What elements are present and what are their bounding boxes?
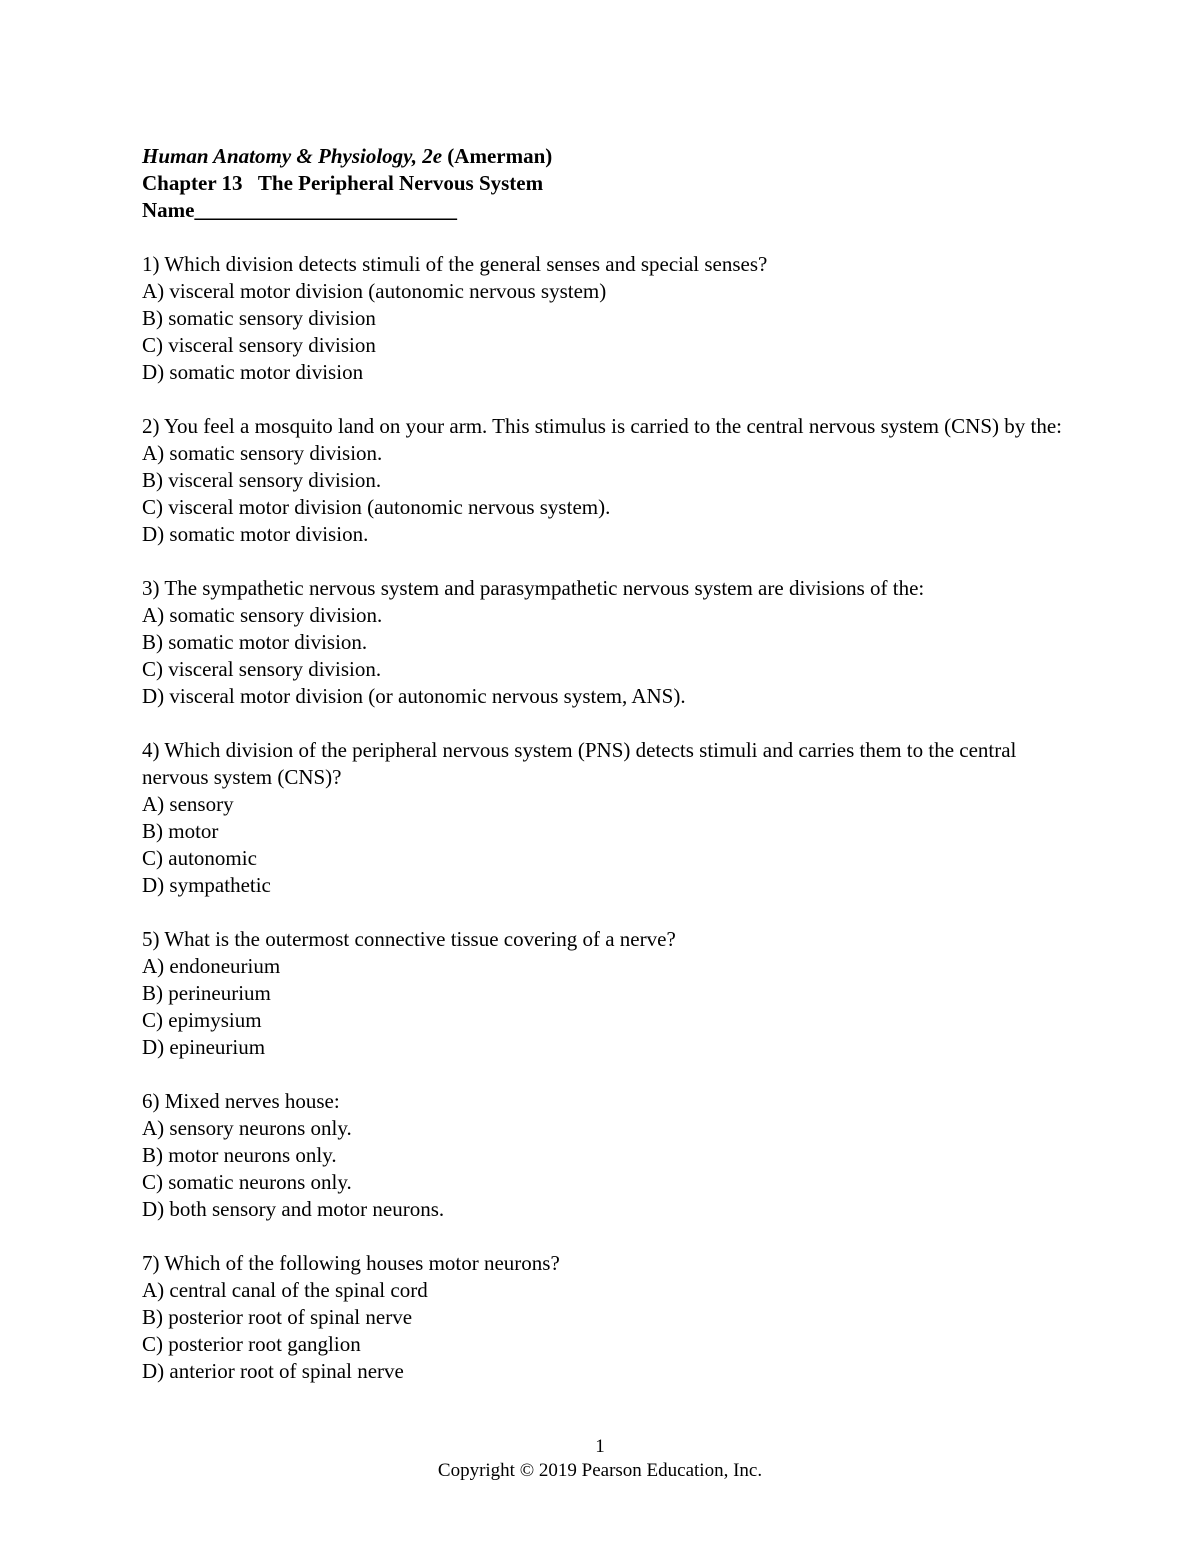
answer-option: C) visceral sensory division <box>142 333 376 357</box>
name-label: Name <box>142 198 195 222</box>
answer-option: B) perineurium <box>142 981 271 1005</box>
answer-option: A) somatic sensory division. <box>142 441 383 465</box>
question-stem: 5) What is the outermost connective tissue covering of a nerve? <box>142 927 676 951</box>
copyright-notice: Copyright © 2019 Pearson Education, Inc. <box>437 1460 763 1481</box>
answer-option: B) motor neurons only. <box>142 1143 337 1167</box>
answer-option: B) somatic sensory division <box>142 306 376 330</box>
page-content <box>142 143 1082 1385</box>
question-list <box>142 251 1082 1385</box>
book-author: (Amerman) <box>442 144 553 168</box>
answer-option: D) both sensory and motor neurons. <box>142 1197 445 1221</box>
answer-option: B) visceral sensory division. <box>142 468 382 492</box>
page-number: 1 <box>595 1436 605 1457</box>
answer-option: B) motor <box>142 819 219 843</box>
answer-option: D) somatic motor division. <box>142 522 369 546</box>
book-title: Human Anatomy & Physiology, 2e <box>142 144 443 168</box>
question-3 <box>142 575 1082 710</box>
answer-option: A) sensory <box>142 792 234 816</box>
question-2 <box>142 413 1082 548</box>
question-stem: 3) The sympathetic nervous system and parasympathetic nervous system are divisions of the: <box>142 576 925 600</box>
name-blank: _________________________ <box>194 198 457 222</box>
answer-option: C) visceral motor division (autonomic nervous system). <box>142 495 611 519</box>
question-stem: 6) Mixed nerves house: <box>142 1089 340 1113</box>
answer-option: A) central canal of the spinal cord <box>142 1278 428 1302</box>
answer-option: B) somatic motor division. <box>142 630 368 654</box>
answer-option: D) sympathetic <box>142 873 271 897</box>
answer-option: D) anterior root of spinal nerve <box>142 1359 404 1383</box>
chapter-title: Chapter 13 The Peripheral Nervous System <box>142 171 544 195</box>
answer-option: A) visceral motor division (autonomic nervous system) <box>142 279 607 303</box>
question-5 <box>142 926 1082 1061</box>
question-7 <box>142 1250 1082 1385</box>
answer-option: C) posterior root ganglion <box>142 1332 361 1356</box>
answer-option: B) posterior root of spinal nerve <box>142 1305 413 1329</box>
name-line <box>142 197 1082 224</box>
answer-option: C) visceral sensory division. <box>142 657 382 681</box>
answer-option: D) visceral motor division (or autonomic nervous system, ANS). <box>142 684 686 708</box>
question-stem: 7) Which of the following houses motor neurons? <box>142 1251 560 1275</box>
question-4 <box>142 737 1082 899</box>
answer-option: A) endoneurium <box>142 954 281 978</box>
question-6 <box>142 1088 1082 1223</box>
book-title-line <box>142 143 1082 170</box>
answer-option: C) autonomic <box>142 846 257 870</box>
answer-option: C) epimysium <box>142 1008 262 1032</box>
answer-option: D) epineurium <box>142 1035 266 1059</box>
question-stem: 4) Which division of the peripheral nervous system (PNS) detects stimuli and carries them to the central nervous system (CNS)? <box>142 738 1017 789</box>
answer-option: A) somatic sensory division. <box>142 603 383 627</box>
answer-option: C) somatic neurons only. <box>142 1170 352 1194</box>
question-1 <box>142 251 1082 386</box>
answer-option: D) somatic motor division <box>142 360 364 384</box>
answer-option: A) sensory neurons only. <box>142 1116 352 1140</box>
question-stem: 1) Which division detects stimuli of the general senses and special senses? <box>142 252 768 276</box>
question-stem: 2) You feel a mosquito land on your arm. This stimulus is carried to the central nervous system (CNS) by the: <box>142 414 1062 438</box>
